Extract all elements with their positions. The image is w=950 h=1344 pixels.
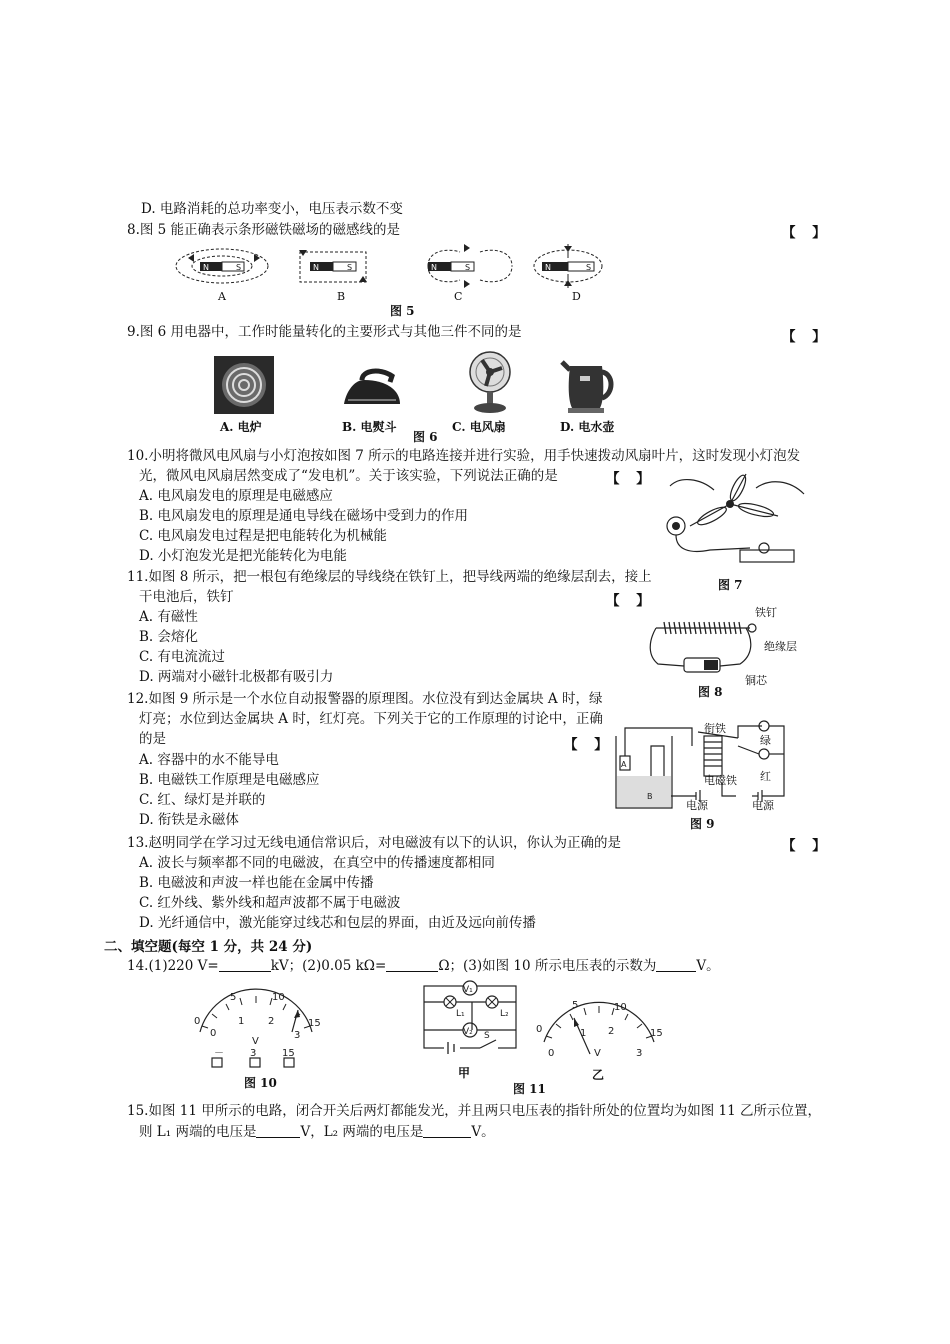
fig10-terminal-minus: －: [214, 1048, 224, 1059]
q11-option-b: B. 会熔化: [139, 629, 199, 645]
fig11-label-v1: V₁: [463, 985, 473, 995]
q8-bracket: 【 】: [782, 225, 832, 241]
fig5-d-pole-s: S: [586, 263, 592, 272]
q12-stem-line1: 12.如图 9 所示是一个水位自动报警器的原理图。水位没有到达金属块 A 时，绿: [127, 691, 603, 707]
figure-9-caption: 图 9: [690, 817, 715, 831]
q8-stem: 8.图 5 能正确表示条形磁铁磁场的磁感线的是: [127, 222, 401, 238]
fig10-bottom-scale-2: 2: [268, 1016, 275, 1027]
fig10-unit: V: [252, 1036, 259, 1047]
q15-blank-1[interactable]: [256, 1123, 300, 1138]
fig11-top-scale-0: 0: [536, 1024, 543, 1035]
q14-part3: Ω；(3)如图 10 所示电压表的示数为: [438, 958, 657, 974]
fig11-label-v2: V₂: [463, 1027, 473, 1037]
fig11-bottom-scale-1: 1: [580, 1028, 587, 1039]
fig9-label-red: 红: [760, 770, 771, 783]
q10-option-b: B. 电风扇发电的原理是通电导线在磁场中受到力的作用: [139, 508, 469, 524]
figure-11-jia-circuit: [420, 980, 520, 1054]
q13-option-a: A. 波长与频率都不同的电磁波，在真空中的传播速度都相同: [139, 855, 495, 871]
fig10-top-scale-0: 0: [194, 1016, 201, 1027]
q14-blank-3[interactable]: [656, 957, 696, 972]
figure-8-caption: 图 8: [698, 685, 723, 699]
fig6-label-d: D. 电水壶: [560, 420, 615, 434]
q12-option-c: C. 红、绿灯是并联的: [139, 792, 266, 808]
fig9-label-armature: 衔铁: [704, 722, 726, 735]
figure-11-jia-label: 甲: [458, 1066, 471, 1080]
q15-stem-line1: 15.如图 11 甲所示的电路，闭合开关后两灯都能发光，并且两只电压表的指针所处的位置均为如图 11 乙所示位置，: [127, 1103, 821, 1119]
figure-5-caption: 图 5: [390, 304, 415, 318]
q7-option-d: D. 电路消耗的总功率变小，电压表示数不变: [141, 201, 403, 217]
q15-blank-2[interactable]: [423, 1123, 471, 1138]
fig6-label-c: C. 电风扇: [452, 420, 506, 434]
q10-option-c: C. 电风扇发电过程是把电能转化为机械能: [139, 528, 387, 544]
q10-stem-line1: 10.小明将微风电风扇与小灯泡按如图 7 所示的电路连接并进行实验，用手快速拨动风扇叶片，这时发现小灯泡发: [127, 448, 801, 464]
fig11-top-scale-10: 10: [614, 1002, 627, 1013]
q12-option-d: D. 衔铁是永磁体: [139, 812, 239, 828]
q15-part2: V，L₂ 两端的电压是: [300, 1124, 424, 1140]
figure-10-caption: 图 10: [244, 1076, 277, 1090]
fig9-label-a: A: [621, 760, 627, 769]
fig9-label-source-2: 电源: [752, 799, 774, 812]
q11-stem-line2: 干电池后，铁钉: [139, 589, 234, 605]
q14-blank-1[interactable]: [219, 957, 271, 972]
q12-stem-line2: 灯亮；水位到达金属块 A 时，红灯亮。下列关于它的工作原理的讨论中，正确: [139, 711, 603, 727]
q13-bracket: 【 】: [782, 838, 832, 854]
fig11-label-l1: L₁: [456, 1009, 465, 1019]
electric-stove-image: [214, 356, 274, 414]
fig6-label-b: B. 电熨斗: [342, 420, 397, 434]
fig8-label-nail: 铁钉: [755, 606, 777, 619]
q9-bracket: 【 】: [782, 329, 832, 345]
q13-stem: 13.赵明同学在学习过无线电通信常识后，对电磁波有以下的认识，你认为正确的是: [127, 835, 621, 851]
q11-option-d: D. 两端对小磁针北极都有吸引力: [139, 669, 334, 685]
fig11-label-l2: L₂: [500, 1009, 509, 1019]
q13-option-d: D. 光纤通信中，激光能穿过线芯和包层的界面，由近及远向前传播: [139, 915, 536, 931]
fig11-bottom-scale-0: 0: [548, 1048, 555, 1059]
figure-10-voltmeter: [188, 986, 324, 1072]
q11-stem-line1: 11.如图 8 所示，把一根包有绝缘层的导线绕在铁钉上，把导线两端的绝缘层刮去，接上: [127, 569, 652, 585]
fig8-label-core: 铜芯: [745, 674, 767, 687]
q12-stem-line3: 的是: [139, 731, 166, 747]
fig10-top-scale-5: 5: [230, 992, 237, 1003]
fig10-terminal-15: 15: [282, 1048, 295, 1059]
fig11-label-s: S: [484, 1031, 490, 1041]
q11-option-a: A. 有磁性: [139, 609, 198, 625]
electric-iron-image: [340, 364, 406, 412]
figure-7-caption: 图 7: [718, 578, 743, 592]
q13-option-c: C. 红外线、紫外线和超声波都不属于电磁波: [139, 895, 401, 911]
section-2-title: 二、填空题(每空 1 分，共 24 分): [104, 939, 313, 955]
fig6-label-a: A. 电炉: [220, 420, 262, 434]
fig9-label-green: 绿: [760, 734, 771, 747]
figure-7-fan-generator: [660, 470, 820, 576]
figure-11-caption: 图 11: [513, 1082, 546, 1096]
fig5-a-pole-n: N: [203, 263, 209, 272]
fig11-top-scale-5: 5: [572, 1000, 579, 1011]
q9-stem: 9.图 6 用电器中，工作时能量转化的主要形式与其他三件不同的是: [127, 324, 522, 340]
fig5-b-pole-s: S: [347, 263, 353, 272]
q14-part1: 14.(1)220 V=: [127, 958, 219, 974]
q13-option-b: B. 电磁波和声波一样也能在金属中传播: [139, 875, 374, 891]
fig9-label-electromagnet: 电磁铁: [704, 774, 737, 787]
q14-part2: kV；(2)0.05 kΩ=: [270, 958, 387, 974]
fig11-bottom-scale-3: 3: [636, 1048, 643, 1059]
q15-part1: 则 L₁ 两端的电压是: [139, 1124, 257, 1140]
fig10-top-scale-15: 15: [308, 1018, 321, 1029]
fig9-label-b: B: [647, 792, 653, 801]
figure-11-yi-label: 乙: [592, 1068, 605, 1082]
q11-bracket: 【 】: [606, 593, 656, 609]
q12-option-a: A. 容器中的水不能导电: [139, 752, 279, 768]
q10-option-d: D. 小灯泡发光是把光能转化为电能: [139, 548, 347, 564]
electric-fan-image: [462, 350, 518, 414]
figure-5-magnet-field-lines: [170, 244, 610, 304]
fig10-top-scale-10: 10: [272, 992, 285, 1003]
q12-option-b: B. 电磁铁工作原理是电磁感应: [139, 772, 320, 788]
fig10-bottom-scale-1: 1: [238, 1016, 245, 1027]
q14-blank-2[interactable]: [386, 957, 438, 972]
fig5-a-pole-s: S: [236, 263, 242, 272]
fig5-b-pole-n: N: [313, 263, 319, 272]
fig10-terminal-3: 3: [250, 1048, 257, 1059]
q11-option-c: C. 有电流流过: [139, 649, 225, 665]
electric-kettle-image: [560, 354, 616, 414]
figure-11-yi-voltmeter: [532, 996, 666, 1062]
q15-stem-line2: [139, 1123, 495, 1141]
q15-part3: V。: [471, 1124, 495, 1140]
fig5-label-c: C: [454, 290, 463, 303]
q14-part4: V。: [696, 958, 720, 974]
fig5-label-a: A: [218, 290, 226, 303]
fig11-unit: V: [594, 1048, 601, 1059]
fig8-label-insulation: 绝缘层: [764, 640, 797, 653]
fig5-c-pole-s: S: [465, 263, 471, 272]
fig5-d-pole-n: N: [545, 263, 551, 272]
q12-bracket: 【 】: [564, 737, 614, 753]
figure-6-caption: 图 6: [413, 430, 438, 444]
q10-stem-line2: 光，微风电风扇居然变成了“发电机”。关于该实验，下列说法正确的是: [139, 468, 558, 484]
q10-bracket: 【 】: [606, 471, 656, 487]
fig11-bottom-scale-2: 2: [608, 1026, 615, 1037]
fig11-top-scale-15: 15: [650, 1028, 663, 1039]
fig5-label-d: D: [572, 290, 581, 303]
q14-stem: [127, 957, 720, 975]
fig9-label-source-1: 电源: [686, 799, 708, 812]
fig5-c-pole-n: N: [431, 263, 437, 272]
fig10-bottom-scale-3: 3: [294, 1030, 301, 1041]
fig5-label-b: B: [337, 290, 346, 303]
q10-option-a: A. 电风扇发电的原理是电磁感应: [139, 488, 333, 504]
fig10-bottom-scale-0: 0: [210, 1028, 217, 1039]
